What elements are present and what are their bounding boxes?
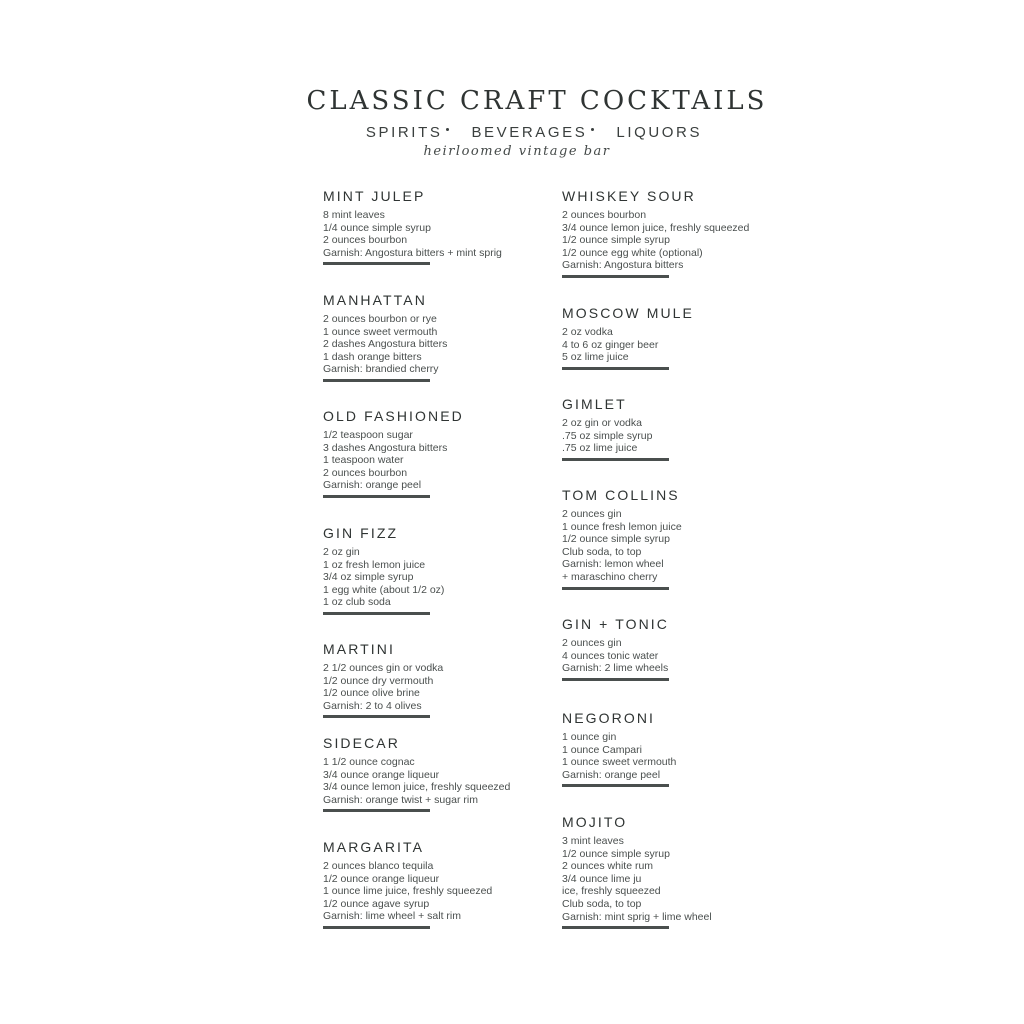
ingredient: Club soda, to top (562, 897, 642, 910)
divider-line (323, 926, 430, 929)
ingredient: 2 ounces bourbon (323, 466, 408, 479)
ingredient-list (323, 756, 563, 806)
ingredient: 1/2 ounce simple syrup (562, 234, 670, 247)
ingredient-list (562, 209, 802, 272)
recipe-name: SIDECAR (323, 735, 400, 751)
ingredient: 3/4 ounce orange liqueur (323, 768, 440, 781)
recipe-sidecar (323, 734, 563, 812)
divider-line (323, 379, 430, 382)
recipe-gin-fizz (323, 524, 563, 615)
ingredient: 3 mint leaves (562, 835, 624, 847)
ingredient: 1 oz club soda (323, 596, 391, 609)
recipe-name: MOJITO (562, 814, 628, 830)
ingredient: 1 ounce sweet vermouth (323, 325, 438, 338)
ingredient-list (562, 508, 802, 584)
ingredient: ice, freshly squeezed (562, 885, 661, 898)
divider-line (323, 262, 430, 265)
ingredient: Garnish: Angostura bitters (562, 259, 684, 272)
ingredient: Garnish: Angostura bitters + mint sprig (323, 246, 502, 259)
recipe-negoroni (562, 709, 802, 787)
ingredient: 2 oz gin (323, 546, 360, 558)
ingredient: 4 ounces tonic water (562, 649, 659, 662)
ingredient: 2 ounces blanco tequila (323, 860, 434, 872)
ingredient: 1 egg white (about 1/2 oz) (323, 583, 445, 596)
ingredient: 1/2 ounce dry vermouth (323, 674, 434, 687)
ingredient: 1 ounce fresh lemon juice (562, 520, 682, 533)
ingredient: + maraschino cherry (562, 570, 658, 583)
ingredient: .75 oz lime juice (562, 442, 638, 455)
recipe-name: GIMLET (562, 396, 627, 412)
ingredient: 1/4 ounce simple syrup (323, 221, 431, 234)
ingredient: 1/2 ounce orange liqueur (323, 872, 440, 885)
ingredient-list (562, 326, 802, 364)
divider-line (323, 809, 430, 812)
divider-line (562, 926, 669, 929)
ingredient: 3/4 ounce lemon juice, freshly squeezed (562, 221, 750, 234)
ingredient: 1 ounce lime juice, freshly squeezed (323, 885, 493, 898)
divider-line (562, 784, 669, 787)
ingredient: 1/2 teaspoon sugar (323, 429, 413, 441)
ingredient-list (323, 662, 563, 712)
recipe-old-fashioned (323, 407, 563, 498)
divider-line (562, 587, 669, 590)
ingredient: Garnish: mint sprig + lime wheel (562, 910, 712, 923)
ingredient-list (562, 835, 802, 923)
category-beverages: BEVERAGES (471, 124, 588, 141)
ingredient: 1/2 ounce simple syrup (562, 847, 670, 860)
ingredient: Garnish: orange peel (562, 768, 661, 781)
ingredient: 2 1/2 ounces gin or vodka (323, 662, 444, 674)
ingredient: 3/4 oz simple syrup (323, 571, 414, 584)
ingredient: Garnish: lime wheel + salt rim (323, 910, 462, 923)
ingredient: 1 1/2 ounce cognac (323, 756, 415, 768)
ingredient: 2 ounces bourbon (562, 209, 647, 221)
recipe-name: TOM COLLINS (562, 487, 680, 503)
ingredient: 5 oz lime juice (562, 351, 629, 364)
divider-line (323, 715, 430, 718)
ingredient: 4 to 6 oz ginger beer (562, 338, 659, 351)
ingredient: 2 ounces gin (562, 508, 622, 520)
ingredient: Garnish: lemon wheel (562, 558, 664, 571)
ingredient: 1 ounce gin (562, 731, 617, 743)
recipe-name: MARTINI (323, 641, 395, 657)
ingredient: 1 ounce sweet vermouth (562, 756, 677, 769)
ingredient: 1 teaspoon water (323, 454, 404, 467)
ingredient: 2 dashes Angostura bitters (323, 338, 448, 351)
recipe-name: NEGORONI (562, 710, 656, 726)
category-spirits: SPIRITS (365, 124, 443, 141)
recipe-tom-collins (562, 486, 802, 590)
recipe-margarita (323, 838, 563, 929)
separator-dot (591, 128, 594, 131)
recipe-name: MANHATTAN (323, 292, 427, 308)
recipe-name: GIN + TONIC (562, 616, 669, 632)
recipe-mojito (562, 813, 802, 929)
category-list (0, 124, 1024, 141)
ingredient: 8 mint leaves (323, 209, 385, 221)
ingredient-list (562, 417, 802, 455)
ingredient: 1/2 ounce simple syrup (562, 533, 670, 546)
tagline: heirloomed vintage bar (423, 144, 611, 159)
ingredient: 1/2 ounce agave syrup (323, 897, 430, 910)
ingredient: 1 dash orange bitters (323, 350, 422, 363)
ingredient: 1/2 ounce egg white (optional) (562, 246, 703, 259)
ingredient: 2 oz vodka (562, 326, 613, 338)
ingredient: 3/4 ounce lime ju (562, 872, 642, 885)
recipe-name: MOSCOW MULE (562, 305, 694, 321)
ingredient: Club soda, to top (562, 545, 642, 558)
ingredient-list (562, 637, 802, 675)
ingredient-list (562, 731, 802, 781)
ingredient-list (323, 429, 563, 492)
divider-line (562, 275, 669, 278)
recipe-whiskey-sour (562, 187, 802, 278)
ingredient: Garnish: brandied cherry (323, 363, 439, 376)
ingredient: 2 ounces bourbon or rye (323, 313, 437, 325)
divider-line (323, 612, 430, 615)
ingredient: 1/2 ounce olive brine (323, 687, 420, 700)
ingredient: 3/4 ounce lemon juice, freshly squeezed (323, 781, 511, 794)
ingredient: 2 ounces white rum (562, 860, 654, 873)
ingredient-list (323, 546, 563, 609)
ingredient: Garnish: 2 lime wheels (562, 662, 669, 675)
recipe-name: OLD FASHIONED (323, 408, 464, 424)
page-title: CLASSIC CRAFT COCKTAILS (306, 86, 768, 116)
recipe-name: MINT JULEP (323, 188, 426, 204)
recipe-moscow-mule (562, 304, 802, 370)
separator-dot (446, 128, 449, 131)
recipe-name: MARGARITA (323, 839, 425, 855)
recipe-manhattan (323, 291, 563, 382)
recipe-mint-julep (323, 187, 563, 265)
recipe-name: WHISKEY SOUR (562, 188, 696, 204)
ingredient: 2 ounces gin (562, 637, 622, 649)
divider-line (562, 367, 669, 370)
recipe-martini (323, 640, 563, 718)
divider-line (562, 458, 669, 461)
ingredient-list (323, 860, 563, 923)
recipe-gin-tonic (562, 615, 802, 681)
ingredient: 1 oz fresh lemon juice (323, 558, 426, 571)
recipe-name: GIN FIZZ (323, 525, 399, 541)
divider-line (562, 678, 669, 681)
ingredient: 1 ounce Campari (562, 743, 642, 756)
ingredient: 2 oz gin or vodka (562, 417, 642, 429)
ingredient: Garnish: 2 to 4 olives (323, 699, 422, 712)
ingredient: .75 oz simple syrup (562, 429, 653, 442)
ingredient: 2 ounces bourbon (323, 234, 408, 247)
ingredient-list (323, 313, 563, 376)
ingredient-list (323, 209, 563, 259)
ingredient: 3 dashes Angostura bitters (323, 441, 448, 454)
recipe-gimlet (562, 395, 802, 461)
divider-line (323, 495, 430, 498)
category-liquors: LIQUORS (616, 124, 703, 141)
ingredient: Garnish: orange peel (323, 479, 422, 492)
ingredient: Garnish: orange twist + sugar rim (323, 793, 478, 806)
